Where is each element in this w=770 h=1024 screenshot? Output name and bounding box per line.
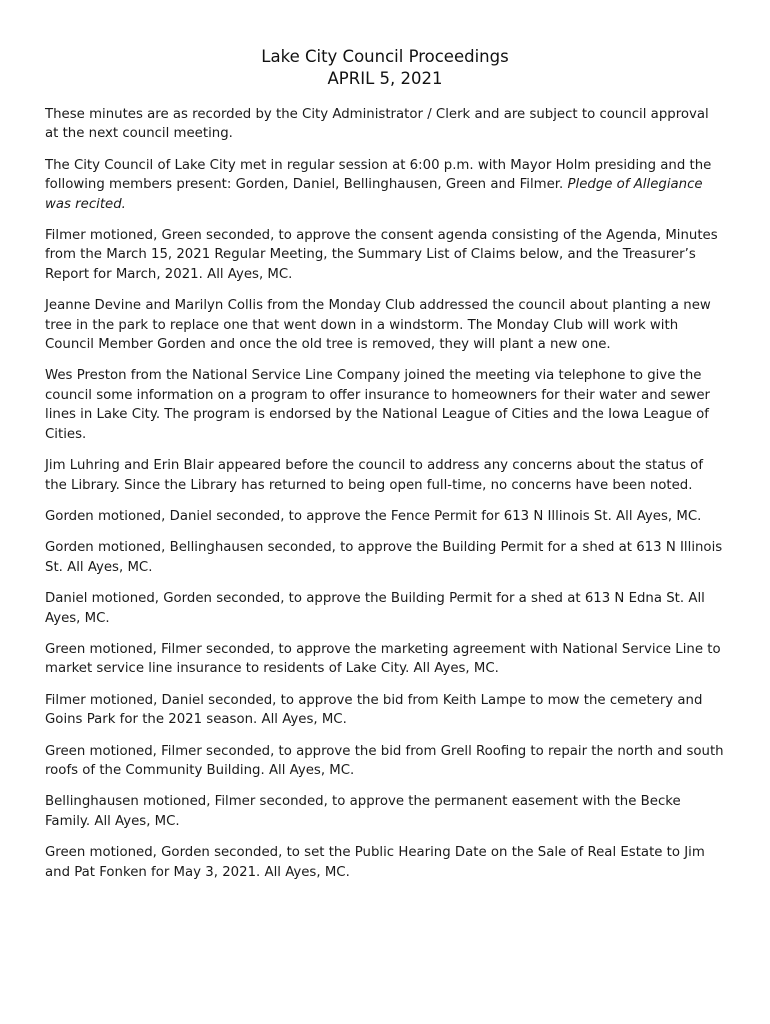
paragraph-session: The City Council of Lake City met in regular session at 6:00 p.m. with Mayor Holm presiding and the following members present: Gorden, Daniel, Bellinghausen, Green and Filmer. Pledge of Allegiance was recited. (45, 157, 712, 212)
paragraph-shed-illinois: Gorden motioned, Bellinghausen seconded, to approve the Building Permit for a shed at 613 N Illinois St. All Ayes, MC. (45, 540, 723, 575)
pledge-note: Pledge of Allegiance was recited. (45, 177, 703, 212)
paragraph-mowing-bid: Filmer motioned, Daniel seconded, to approve the bid from Keith Lampe to mow the cemetery and Goins Park for the 2021 season. All Ayes, MC. (45, 692, 703, 728)
paragraph-public-hearing: Green motioned, Gorden seconded, to set the Public Hearing Date on the Sale of Real Estate to Jim and Pat Fonken for May 3, 2021. All Ayes, MC. (45, 845, 705, 880)
document-date: APRIL 5, 2021 (327, 69, 443, 88)
paragraph-intro: These minutes are as recorded by the City Administrator / Clerk and are subject to council approval at the next council meeting. (45, 107, 709, 142)
paragraph-library: Jim Luhring and Erin Blair appeared before the council to address any concerns about the status of the Library. Since the Library has returned to being open full-time, no concerns have been noted. (45, 458, 704, 493)
paragraph-fence-permit: Gorden motioned, Daniel seconded, to approve the Fence Permit for 613 N Illinois St. All Ayes, MC. (45, 508, 702, 524)
paragraph-easement: Bellinghausen motioned, Filmer seconded, to approve the permanent easement with the Becke Family. All Ayes, MC. (45, 794, 681, 829)
title-block (45, 46, 725, 90)
document-title: Lake City Council Proceedings (261, 47, 509, 66)
paragraph-marketing-agreement: Green motioned, Filmer seconded, to approve the marketing agreement with National Service Line to market service line insurance to residents of Lake City. All Ayes, MC. (45, 641, 721, 677)
paragraph-service-line: Wes Preston from the National Service Line Company joined the meeting via telephone to give the council some information on a program to offer insurance to homeowners for their water and sewer lines in Lake City. The program is endorsed by the National League of Cities and the Iowa League of Cities. (45, 368, 710, 442)
paragraph-monday-club: Jeanne Devine and Marilyn Collis from the Monday Club addressed the council about planting a new tree in the park to replace one that went down in a windstorm. The Monday Club will work with Council Member Gorden and once the old tree is removed, they will plant a new one. (45, 298, 711, 353)
document-page (45, 46, 725, 894)
paragraph-roofing-bid: Green motioned, Filmer seconded, to approve the bid from Grell Roofing to repair the north and south roofs of the Community Building. All Ayes, MC. (45, 743, 724, 778)
paragraph-shed-edna: Daniel motioned, Gorden seconded, to approve the Building Permit for a shed at 613 N Edna St. All Ayes, MC. (45, 591, 705, 626)
paragraph-consent-agenda: Filmer motioned, Green seconded, to approve the consent agenda consisting of the Agenda, Minutes from the March 15, 2021 Regular Meeting, the Summary List of Claims below, and the Treasurer’s Report for March, 2021. All Ayes, MC. (45, 228, 718, 282)
